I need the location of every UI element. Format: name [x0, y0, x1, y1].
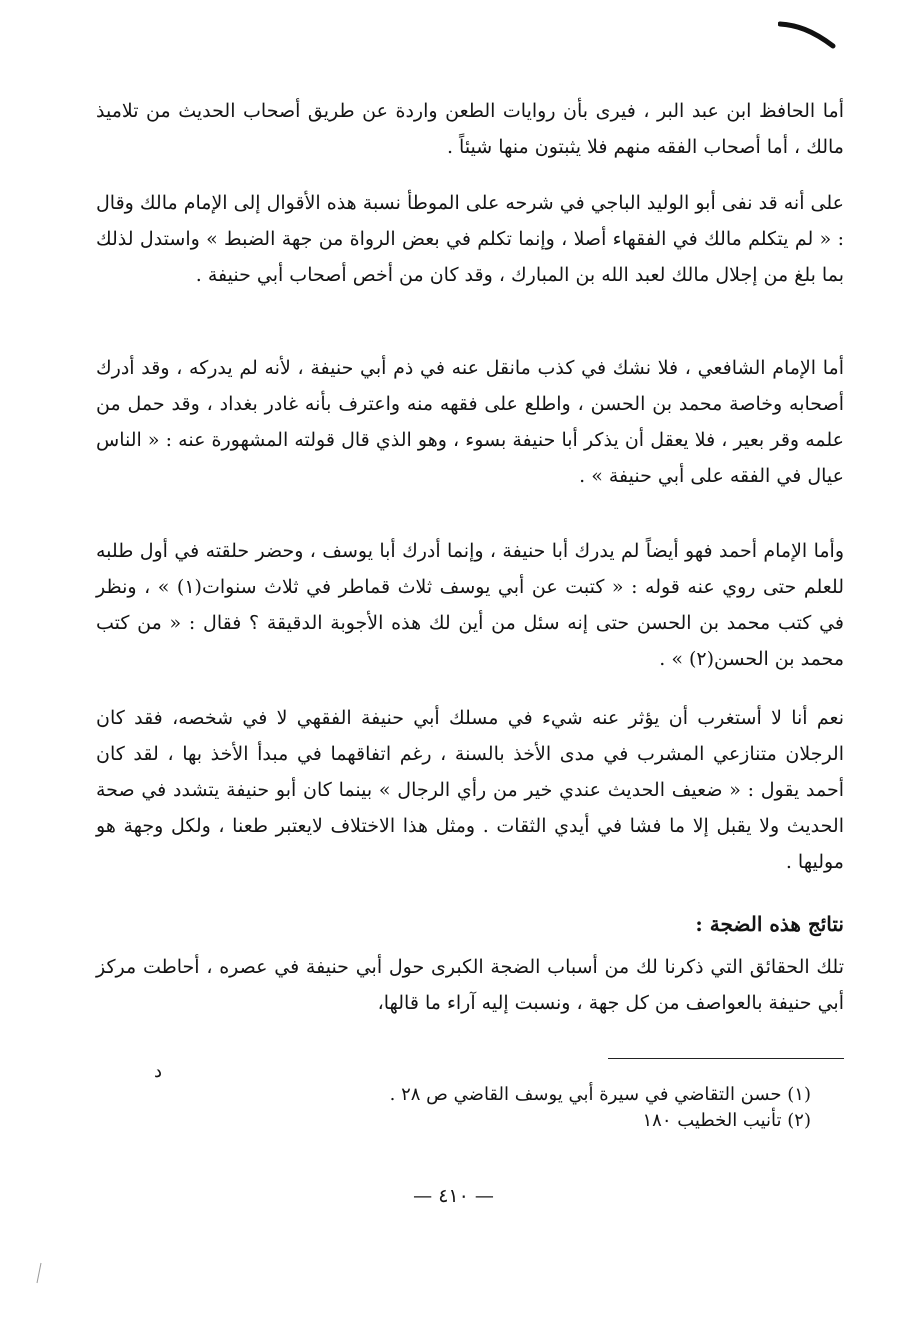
corner-pen-mark	[778, 16, 836, 50]
paragraph-consequences: تلك الحقائق التي ذكرنا لك من أسباب الضجة الكبرى حول أبي حنيفة في عصره ، أحاطت مركز أبي حنيفة بالعواصف من كل جهة ، ونسبت إليه آراء ما قالها،	[96, 956, 844, 1014]
paragraph-al-baji: على أنه قد نفى أبو الوليد الباجي في شرحه على الموطأ نسبة هذه الأقوال إلى الإمام مالك وقال : « لم يتكلم مالك في الفقهاء أصلا ، وإنما تكلم في بعض الرواة من جهة الضبط » واستدل لذلك بما بلغ من إجلال مالك لعبد الله بن المبارك ، وقد كان من أخص أصحاب أبي حنيفة .	[96, 192, 844, 286]
paragraph-methodology: نعم أنا لا أستغرب أن يؤثر عنه شيء في مسلك أبي حنيفة الفقهي لا في شخصه، فقد كان الرجلان متنازعي المشرب في مدى الأخذ بالسنة ، رغم اتفاقهما في مبدأ الأخذ بها ، لقد كان أحمد يقول : « ضعيف الحديث عندي خير من رأي الرجال » بينما كان أبو حنيفة يتشدد في صحة الحديث ولا يقبل إلا ما فشا في أيدي الثقات . ومثل هذا الاختلاف لايعتبر طعنا ، ولكل وجهة هو موليها .	[96, 707, 844, 873]
section-heading: نتائج هذه الضجة :	[695, 912, 844, 936]
footnote-2: (٢) تأنيب الخطيب ١٨٠	[642, 1110, 811, 1131]
paragraph-ahmad: وأما الإمام أحمد فهو أيضاً لم يدرك أبا حنيفة ، وإنما أدرك أبا يوسف ، وحضر حلقته في أول طلبه للعلم حتى روي عنه قوله : « كتبت عن أبي يوسف ثلاث قماطر في ثلاث سنوات(١) » ، ونظر في كتب محمد بن الحسن حتى إنه سئل من أين لك هذه الأجوبة الدقيقة ؟ فقال : « من كتب محمد بن الحسن(٢) » .	[96, 540, 845, 670]
page-number: — ٤١٠ —	[413, 1185, 494, 1207]
paragraph-ibn-abd-al-barr: أما الحافظ ابن عبد البر ، فيرى بأن روايات الطعن واردة عن طريق أصحاب الحديث من تلاميذ مالك ، أما أصحاب الفقه منهم فلا يثبتون منها شيئاً .	[96, 100, 844, 158]
footnote-1: (١) حسن التقاضي في سيرة أبي يوسف القاضي ص ٢٨ .	[389, 1084, 811, 1105]
footnotes-list	[390, 1082, 811, 1134]
footnote-divider	[608, 1058, 844, 1059]
scan-speck	[36, 1262, 42, 1284]
page-catchword: د	[154, 1061, 163, 1082]
paragraph-al-shafii: أما الإمام الشافعي ، فلا نشك في كذب مانقل عنه في ذم أبي حنيفة ، لأنه لم يدركه ، وقد أدرك أصحابه وخاصة محمد بن الحسن ، واطلع على فقهه منه واعترف بأنه غادر بغداد ، وقد حمل من علمه وقر بعير ، فلا يعقل أن يذكر أبا حنيفة بسوء ، وهو الذي قال قولته المشهورة عنه : « الناس عيال في الفقه على أبي حنيفة » .	[96, 357, 844, 487]
